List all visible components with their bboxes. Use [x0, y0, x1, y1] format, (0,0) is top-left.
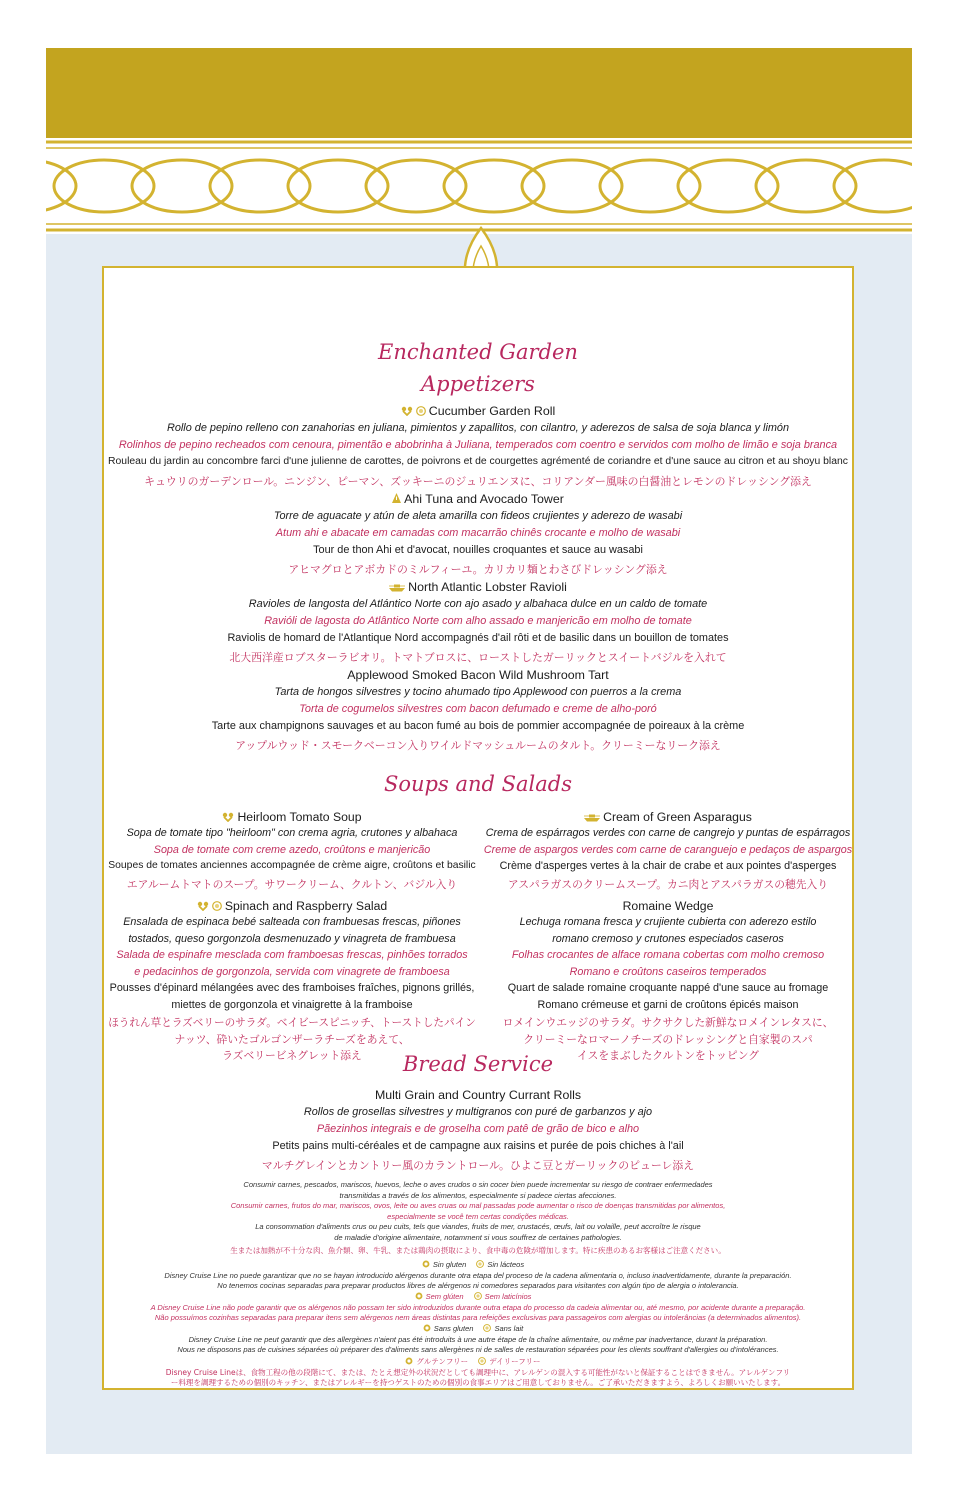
dairy-free-icon	[483, 1324, 491, 1334]
allergen-disclaimer-ja: Disney Cruise Lineは、食物工程の他の段階にて、または、たとえ想定外の状況だとしても調理中に、アレルゲンの混入する可能性がないと保証することはできません。アレルゲンフリ	[165, 1367, 791, 1377]
item-description-pt: Salada de espinafre mesclada com framboesas frescas, pinhões torrados	[116, 949, 468, 961]
gluten-free-icon	[405, 1357, 413, 1367]
allergen-disclaimer-es: Disney Cruise Line no puede garantizar que no se hayan introducido alérgenos durante otra etapa del proceso de la cadena alimentaria o, incluso inadvertidamente, durante la preparación.	[164, 1270, 792, 1280]
salad-soup-item-label: Cream of Green Asparagus	[603, 810, 752, 824]
salad-soup-item	[480, 810, 856, 825]
item-description-es: romano cremoso y crutones especiados caseros	[552, 932, 784, 945]
menu-card	[46, 48, 912, 1454]
salad-soup-item-label: Spinach and Raspberry Salad	[224, 899, 388, 913]
menu-frame	[102, 266, 854, 1390]
item-description-pt: Romano e croûtons caseiros temperados	[569, 965, 767, 978]
dairy-free-icon	[474, 1292, 482, 1302]
item-description-fr: Soupes de tomates anciennes accompagnée de crème aigre, croûtons et basilic	[108, 860, 476, 871]
appetizer-description-es: Rollo de pepino relleno con zanahorias en juliana, pimientos y zapallitos, con cilantro, y aderezos de salsa de soja blanca y limón	[166, 422, 790, 434]
item-description-fr: miettes de gorgonzola et vinaigrette à la framboise	[171, 998, 413, 1011]
item-description-fr: Crème d'asperges vertes à la chair de crabe et aux pointes d'asperges	[499, 860, 837, 872]
appetizer-item-label: Applewood Smoked Bacon Wild Mushroom Tart	[347, 668, 609, 682]
appetizer-description-es: Tarta de hongos silvestres y tocino ahumado tipo Applewood con puerros a la crema	[274, 686, 682, 698]
bread-description-es: Rollos de grosellas silvestres y multigranos con puré de garbanzos y ajo	[303, 1106, 653, 1118]
gluten-free-icon	[415, 1292, 423, 1302]
appetizer-description-es: Torre de aguacate y atún de aleta amarilla con fideos crujientes y aderezo de wasabi	[273, 510, 683, 522]
allergen-disclaimer-fr: Disney Cruise Line ne peut garantir que des allergènes n'aient pas été introduits à une autre étape de la chaîne alimentaire, ou même par inadvertance, durant la préparation.	[188, 1334, 768, 1344]
dairy-free-icon	[416, 405, 426, 419]
allergen-legend	[104, 1324, 852, 1334]
raw-food-warning-es: transmitidas a través de los alimentos, especialmente si padece ciertas afecciones.	[339, 1190, 617, 1200]
allergen-disclaimer-pt: Não possuímos cozinhas separadas para preparar itens sem alérgenos nem áreas distintas para refeições exclusivas para passageiros com alergias ou intolerâncias (a determinados alimentos).	[154, 1313, 802, 1322]
allergen-disclaimer-fr: Nous ne disposons pas de cuisines séparées où préparer des d'aliments sans allergènes ni de salles de restauration séparées pour les clients souffrant d'allergies ou d'intolérances.	[177, 1345, 779, 1354]
legend-label: Sans gluten	[433, 1323, 474, 1333]
raw-warning-icon	[392, 493, 401, 507]
item-description-ja: ナッツ、砕いたゴルゴンザーラチーズをあえて、	[174, 1032, 410, 1046]
appetizer-item-label: Cucumber Garden Roll	[428, 404, 556, 418]
appetizer-description-fr: Raviolis de homard de l'Atlantique Nord accompagnés d'ail rôti et de basilic dans un bouillon de tomates	[227, 632, 729, 644]
appetizer-description-ja: アップルウッド・スモークベーコン入りワイルドマッシュルームのタルト。クリーミーなリーク添え	[235, 739, 721, 752]
appetizer-item	[104, 668, 852, 682]
item-description-es: Crema de espárragos verdes con carne de cangrejo y puntas de espárragos	[485, 827, 851, 839]
item-description-ja: イスをまぶしたクルトンをトッピング	[576, 1049, 760, 1062]
item-description-es: tostados, queso gorgonzola desmenuzado y vinagreta de frambuesa	[128, 932, 456, 945]
appetizer-item	[104, 404, 852, 419]
item-description-ja: クリーミーなロマーノチーズのドレッシングと自家製のスパ	[523, 1032, 813, 1046]
mickey-check-icon	[222, 811, 234, 825]
appetizer-item	[104, 580, 852, 595]
allergen-legend	[104, 1260, 852, 1270]
lattice-ornament	[46, 138, 912, 234]
legend-label: グルテンフリー	[416, 1356, 469, 1366]
legend-label: Sin lácteos	[487, 1259, 525, 1269]
appetizer-item	[104, 492, 852, 507]
legend-label: デイリーフリー	[489, 1356, 541, 1366]
bread-description-pt: Pãezinhos integrais e de groselha com patê de grão de bico e alho	[316, 1123, 640, 1135]
appetizer-description-pt: Torta de cogumelos silvestres com bacon defumado e creme de alho-poró	[299, 703, 657, 715]
raw-food-warning-fr: La consommation d'aliments crus ou peu cuits, tels que viandes, fruits de mer, crustacés, œufs, lait ou volaille, peut accroître le risque	[255, 1222, 701, 1231]
item-description-fr: Quart de salade romaine croquante nappé d'une sauce au fromage	[507, 982, 829, 994]
item-description-pt: Creme de aspargos verdes com carne de caranguejo e pedaços de aspargos	[483, 843, 853, 856]
bread-description-fr: Petits pains multi-céréales et de campagne aux raisins et purée de pois chiches à l'ail	[272, 1140, 684, 1152]
dairy-free-icon	[476, 1260, 484, 1270]
allergen-legend	[104, 1292, 852, 1302]
appetizer-description-ja: 北大西洋産ロブスターラビオリ。トマトブロスに、ローストしたガーリックとスイートバジルを入れて	[229, 651, 727, 664]
legend-label: Sin gluten	[432, 1259, 467, 1269]
item-description-es: Lechuga romana fresca y crujiente cubierta con aderezo estilo	[519, 916, 817, 928]
item-description-es: Sopa de tomate tipo "heirloom" con crema agria, crutones y albahaca	[126, 827, 458, 839]
appetizer-description-pt: Atum ahi e abacate em camadas com macarrão chinês crocante e molho de wasabi	[275, 527, 681, 539]
section-title-soups-salads: Soups and Salads	[384, 772, 572, 796]
allergen-disclaimer-pt: A Disney Cruise Line não pode garantir que os alérgenos não possam ter sido introduzidos durante outra etapa do processo da cadeia alimentar ou, até mesmo, por acidente durante a preparação.	[150, 1302, 806, 1312]
appetizer-description-pt: Ravióli de lagosta do Atlântico Norte com alho assado e manjericão em molho de tomate	[264, 615, 692, 627]
ship-icon	[389, 581, 405, 595]
appetizer-item-label: North Atlantic Lobster Ravioli	[408, 580, 567, 594]
item-description-ja: アスパラガスのクリームスープ。カニ肉とアスパラガスの穂先入り	[507, 877, 829, 891]
appetizer-description-es: Ravioles de langosta del Atlántico Norte con ajo asado y albahaca dulce en un caldo de tomate	[248, 598, 708, 610]
appetizer-description-fr: Tarte aux champignons sauvages et au bacon fumé au bois de pommier accompagnée de poireaux à la crème	[211, 720, 745, 732]
appetizer-description-ja: アヒマグロとアボカドのミルフィーユ。カリカリ麺とわさびドレッシング添え	[288, 563, 668, 576]
appetizer-item-label: Ahi Tuna and Avocado Tower	[404, 492, 564, 506]
raw-food-warning-pt: Consumir carnes, frutos do mar, mariscos, ovos, leite ou aves cruas ou mal passadas pode aumentar o risco de doenças transmitidas por alimentos,	[230, 1201, 726, 1210]
legend-label: Sans lait	[494, 1323, 524, 1333]
salad-soup-item	[480, 899, 856, 913]
item-description-ja: ロメインウエッジのサラダ。サクサクした新鮮なロメインレタスに、	[502, 1016, 834, 1029]
raw-food-warning-fr: de maladie d'origine alimentaire, notamment si vous souffrez de certaines pathologies.	[334, 1232, 622, 1242]
appetizer-description-pt: Rolinhos de pepino recheados com cenoura, pimentão e abobrinha à Juliana, temperados com coentro e servidos com molho de limão e soja branca	[118, 439, 838, 451]
item-description-pt: Folhas crocantes de alface romana cobertas com molho cremoso	[511, 949, 825, 961]
bread-description-ja: マルチグレインとカントリー風のカラントロール。ひよこ豆とガーリックのピューレ添え	[261, 1159, 695, 1172]
salad-soup-item	[104, 899, 480, 914]
allergen-legend	[104, 1356, 852, 1367]
appetizer-description-ja: キュウリのガーデンロール。ニンジン、ピーマン、ズッキーニのジュリエンヌに、コリアンダー風味の白醤油とレモンのドレッシング添え	[144, 475, 812, 488]
section-title-appetizers: Appetizers	[421, 372, 535, 396]
item-description-fr: Pousses d'épinard mélangées avec des framboises fraîches, pignons grillés,	[109, 982, 475, 994]
item-description-ja: ラズベリービネグレット添え	[222, 1049, 362, 1062]
allergen-disclaimer-es: No tenemos cocinas separadas para preparar productos libres de alérgenos ni comedores separados para visitantes con algún tipo de alergia o intolerancia.	[217, 1281, 739, 1290]
legend-label: Sem laticínios	[484, 1291, 532, 1301]
item-description-ja: ほうれん草とラズベリーのサラダ。ベイビースピニッチ、トーストしたパイン	[108, 1016, 476, 1029]
item-description-es: Ensalada de espinaca bebé salteada con frambuesas frescas, piñones	[123, 916, 461, 928]
dairy-free-icon	[478, 1357, 486, 1367]
item-description-fr: Romano crémeuse et garni de croûtons épicés maison	[537, 998, 799, 1011]
item-description-ja: エアルームトマトのスープ。サワークリーム、クルトン、バジル入り	[126, 877, 458, 891]
raw-food-warning-ja: 生または加熱が不十分な肉、魚介類、卵、牛乳、または鶏肉の摂取により、食中毒の危険が増加します。特に疾患のあるお客様はご注意ください。	[230, 1246, 726, 1255]
gluten-free-icon	[422, 1260, 430, 1270]
ship-icon	[584, 811, 600, 825]
salad-soup-item-label: Romaine Wedge	[622, 899, 714, 913]
salad-soup-item	[104, 810, 480, 825]
item-description-pt: e pedacinhos de gorgonzola, servida com vinagrete de framboesa	[134, 965, 450, 978]
section-title-bread-service: Bread Service	[402, 1052, 554, 1076]
appetizer-description-fr: Rouleau du jardin au concombre farci d'une julienne de carottes, de poivrons et de courgettes agrémenté de coriandre et d'une sauce au citron et au shoyu blanc	[108, 456, 848, 467]
salad-soup-item-label: Heirloom Tomato Soup	[237, 810, 362, 824]
legend-label: Sem glúten	[425, 1291, 464, 1301]
gluten-free-icon	[423, 1324, 431, 1334]
gold-header-band	[46, 48, 912, 138]
bread-name: Multi Grain and Country Currant Rolls	[374, 1088, 582, 1102]
raw-food-warning-es: Consumir carnes, pescados, mariscos, huevos, leche o aves crudos o sin cocer bien puede incrementar su riesgo de contraer enfermedades	[243, 1180, 713, 1189]
allergen-disclaimer-ja: ー料理を調理するための個別のキッチン、またはアレルギーを持つゲストのための個別の食事エリアはご用意しておりません。ご了承いただきますよう、よろしくお願いいたします。	[170, 1378, 786, 1387]
mickey-check-icon	[401, 405, 413, 419]
raw-food-warning-pt: especialmente se você tem certas condições médicas.	[387, 1211, 569, 1221]
restaurant-name: Enchanted Garden	[378, 340, 578, 364]
mickey-check-icon	[197, 900, 209, 914]
item-description-pt: Sopa de tomate com creme azedo, croûtons e manjericão	[153, 843, 431, 856]
appetizer-description-fr: Tour de thon Ahi et d'avocat, nouilles croquantes et sauce au wasabi	[313, 544, 643, 556]
dairy-free-icon	[212, 900, 222, 914]
